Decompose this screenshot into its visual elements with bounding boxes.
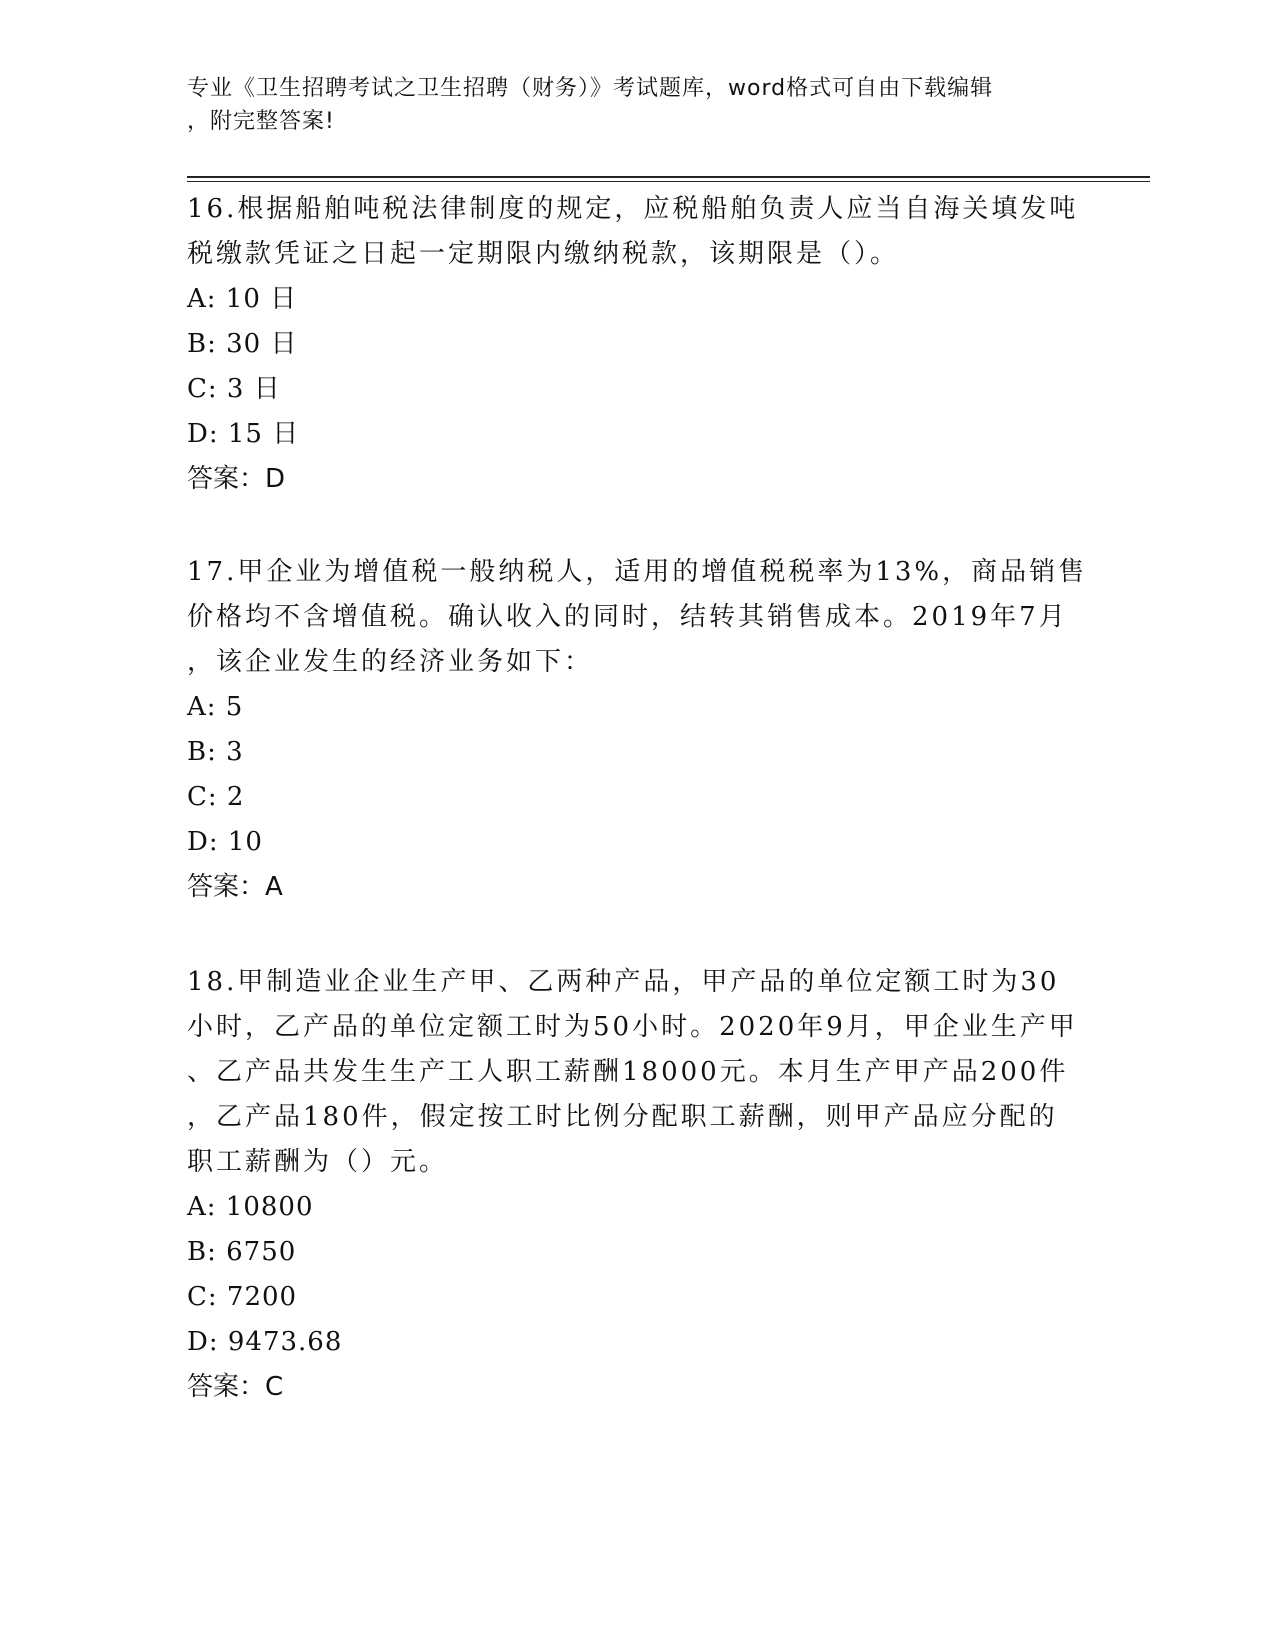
question-16 [187,187,1087,502]
question-text-line: 职工薪酬为（）元。 [187,1147,449,1177]
option-a: A: 10 日 [187,284,298,314]
question-text-line: ，该企业发生的经济业务如下： [187,647,594,677]
question-text-line: ，乙产品180件，假定按工时比例分配职工薪酬，则甲产品应分配的 [187,1102,1058,1132]
header-divider-top [187,176,1150,178]
answer: 答案：A [187,872,283,902]
answer: 答案：C [187,1372,284,1402]
option-a: A: 10800 [187,1192,314,1222]
option-b: B: 3 [187,737,244,767]
question-text-line: 16.根据船舶吨税法律制度的规定，应税船舶负责人应当自海关填发吨 [187,194,1079,224]
option-c: C: 3 日 [187,374,281,404]
document-header [187,72,1067,138]
question-text-line: 、乙产品共发生生产工人职工薪酬18000元。本月生产甲产品200件 [187,1057,1069,1087]
option-b: B: 6750 [187,1237,297,1267]
question-text-line: 17.甲企业为增值税一般纳税人，适用的增值税税率为13%，商品销售 [187,557,1088,587]
header-line-1: 专业《卫生招聘考试之卫生招聘（财务）》考试题库，word格式可自由下载编辑 [187,76,994,101]
question-text-line: 小时，乙产品的单位定额工时为50小时。2020年9月，甲企业生产甲 [187,1012,1078,1042]
question-text-line: 税缴款凭证之日起一定期限内缴纳税款，该期限是（）。 [187,239,900,269]
option-d: D: 15 日 [187,419,300,449]
header-divider-bottom [187,181,1150,182]
question-18 [187,960,1087,1410]
option-d: D: 9473.68 [187,1327,343,1357]
option-c: C: 7200 [187,1282,298,1312]
answer: 答案：D [187,464,286,494]
option-a: A: 5 [187,692,244,722]
header-line-2: ，附完整答案! [187,109,335,134]
option-d: D: 10 [187,827,263,857]
question-text-line: 18.甲制造业企业生产甲、乙两种产品，甲产品的单位定额工时为30 [187,967,1060,997]
question-text-line: 价格均不含增值税。确认收入的同时，结转其销售成本。2019年7月 [187,602,1068,632]
option-c: C: 2 [187,782,245,812]
question-17 [187,550,1087,910]
option-b: B: 30 日 [187,329,298,359]
